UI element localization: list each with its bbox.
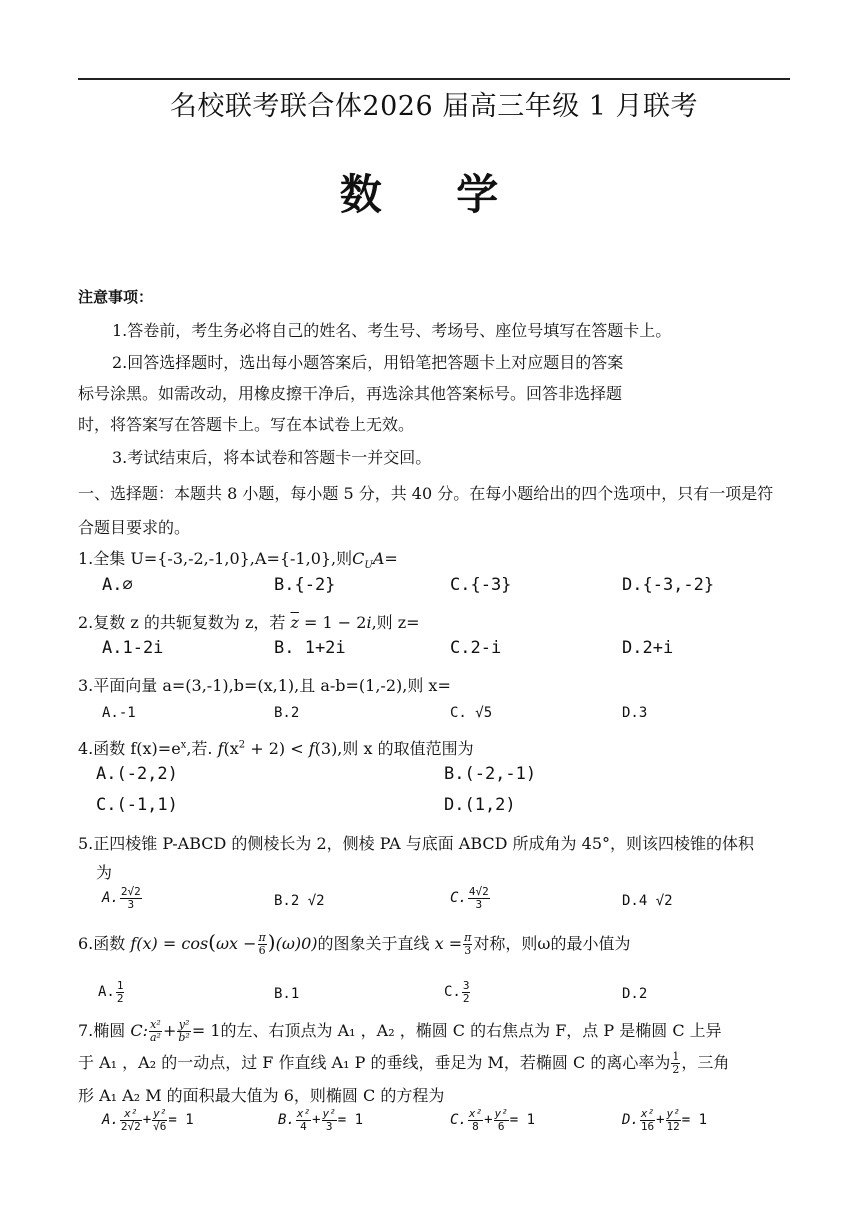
question-3-option-c: C. √5 — [450, 705, 493, 721]
notice-item-2-line-1: 2.回答选择题时，选出每小题答案后，用铅笔把答题卡上对应题目的答案 — [112, 353, 624, 372]
notice-item-1: 1.答卷前，考生务必将自己的姓名、考生号、考场号、座位号填写在答题卡上。 — [112, 321, 672, 340]
section-1-line-1: 一、选择题：本题共 8 小题，每小题 5 分，共 40 分。在每小题给出的四个选项中，只有一项是符 — [78, 484, 774, 503]
question-7-line-1: 7.椭圆 C: $\frac{\text{x²}}{\text{a²}}$ + $\frac{\text{y²}}{\text{b²}}$ = 1的左、右顶点为 A₁ ，A₂ ，椭圆 C 的右焦点为 F，点 P 是椭圆 C 上异 — [78, 1018, 722, 1044]
question-4-option-c: C.(-1,1) — [96, 795, 178, 815]
question-6-option-a: A. $\frac{1}{2}$ — [98, 979, 124, 1005]
question-3-stem: 3.平面向量 a=(3,-1),b=(x,1),且 a-b=(1,-2),则 x= — [78, 676, 451, 695]
question-6-option-d: D.2 — [622, 986, 648, 1002]
question-2-option-d: D.2+i — [622, 638, 674, 658]
exam-title: 名校联考联合体2026 届高三年级 1 月联考 — [169, 91, 699, 122]
question-4-option-b: B.(-2,-1) — [444, 764, 537, 784]
notice-heading: 注意事项： — [78, 288, 154, 306]
question-6-stem: 6.函数 f(x) = cos(ωx − $\frac{\pi}{6}$ )(ω)0)的图象关于直线 x = $\frac{\pi}{3}$ 对称，则ω的最小值为 — [78, 930, 631, 957]
question-5-option-a: A. $\frac{2√2}{3}$ — [102, 885, 141, 911]
subject-title: 数 学 — [339, 170, 529, 219]
header-rule — [78, 78, 790, 80]
question-5-line-2: 为 — [96, 863, 113, 882]
question-5-option-d: D.4 √2 — [622, 893, 673, 909]
question-5-option-b: B.2 √2 — [274, 893, 325, 909]
question-7-option-c: C. $\frac{\text{x²}}{8}$ + $\frac{\text{y²}}{6}$ = 1 — [450, 1107, 536, 1133]
notice-item-2-line-2: 标号涂黑。如需改动，用橡皮擦干净后，再选涂其他答案标号。回答非选择题 — [78, 384, 623, 403]
notice-item-3: 3.考试结束后，将本试卷和答题卡一并交回。 — [112, 448, 432, 467]
question-1-option-d: D.{-3,-2} — [622, 575, 715, 595]
question-7-option-b: B. $\frac{\text{x²}}{4}$ + $\frac{\text{y²}}{3}$ = 1 — [278, 1107, 364, 1133]
question-2-option-a: A.1-2i — [102, 638, 164, 658]
question-1-stem: 1.全集 U={-3,-2,-1,0},A={-1,0},则$C_UA=$ — [78, 549, 398, 572]
question-7-line-3: 形 A₁ A₂ M 的面积最大值为 6，则椭圆 C 的方程为 — [78, 1086, 445, 1105]
question-7-line-2: 于 A₁ ，A₂ 的一动点，过 F 作直线 A₁ P 的垂线，垂足为 M，若椭圆 C 的离心率为 $\frac{1}{2}$ ，三角 — [78, 1050, 730, 1076]
question-3-option-a: A.-1 — [102, 705, 136, 721]
question-4-option-d: D.(1,2) — [444, 795, 516, 815]
question-2-option-b: B. 1+2i — [274, 638, 346, 658]
section-1-line-2: 合题目要求的。 — [78, 518, 191, 537]
question-1-option-a: A.∅ — [102, 575, 133, 595]
question-4-option-a: A.(-2,2) — [96, 764, 178, 784]
question-1-option-b: B.{-2} — [274, 575, 336, 595]
question-5-option-c: C. $\frac{4√2}{3}$ — [450, 885, 489, 911]
question-3-option-d: D.3 — [622, 705, 648, 721]
question-7-option-a: A. $\frac{\text{x²}}{2√2}$ + $\frac{\text{y²}}{√6}$ = 1 — [102, 1107, 194, 1133]
question-1-option-c: C.{-3} — [450, 575, 512, 595]
question-2-option-c: C.2-i — [450, 638, 502, 658]
question-6-option-c: C. $\frac{3}{2}$ — [444, 979, 470, 1005]
question-3-option-b: B.2 — [274, 705, 300, 721]
question-6-option-b: B.1 — [274, 986, 300, 1002]
question-5-line-1: 5.正四棱锥 P-ABCD 的侧棱长为 2，侧棱 PA 与底面 ABCD 所成角为 45°，则该四棱锥的体积 — [78, 834, 755, 853]
question-4-stem: 4.函数 $f(x)=e^x$,若. $f(x^2 + 2) < f(3)$,则 x 的取值范围为 — [78, 739, 474, 758]
question-2-stem: 2.复数 z 的共轭复数为 z，若 $\overline{z} = 1 - 2i$,则 z= — [78, 613, 420, 632]
question-7-option-d: D. $\frac{\text{x²}}{16}$ + $\frac{\text{y²}}{12}$ = 1 — [622, 1107, 708, 1133]
notice-item-2-line-3: 时，将答案写在答题卡上。写在本试卷上无效。 — [78, 415, 415, 434]
